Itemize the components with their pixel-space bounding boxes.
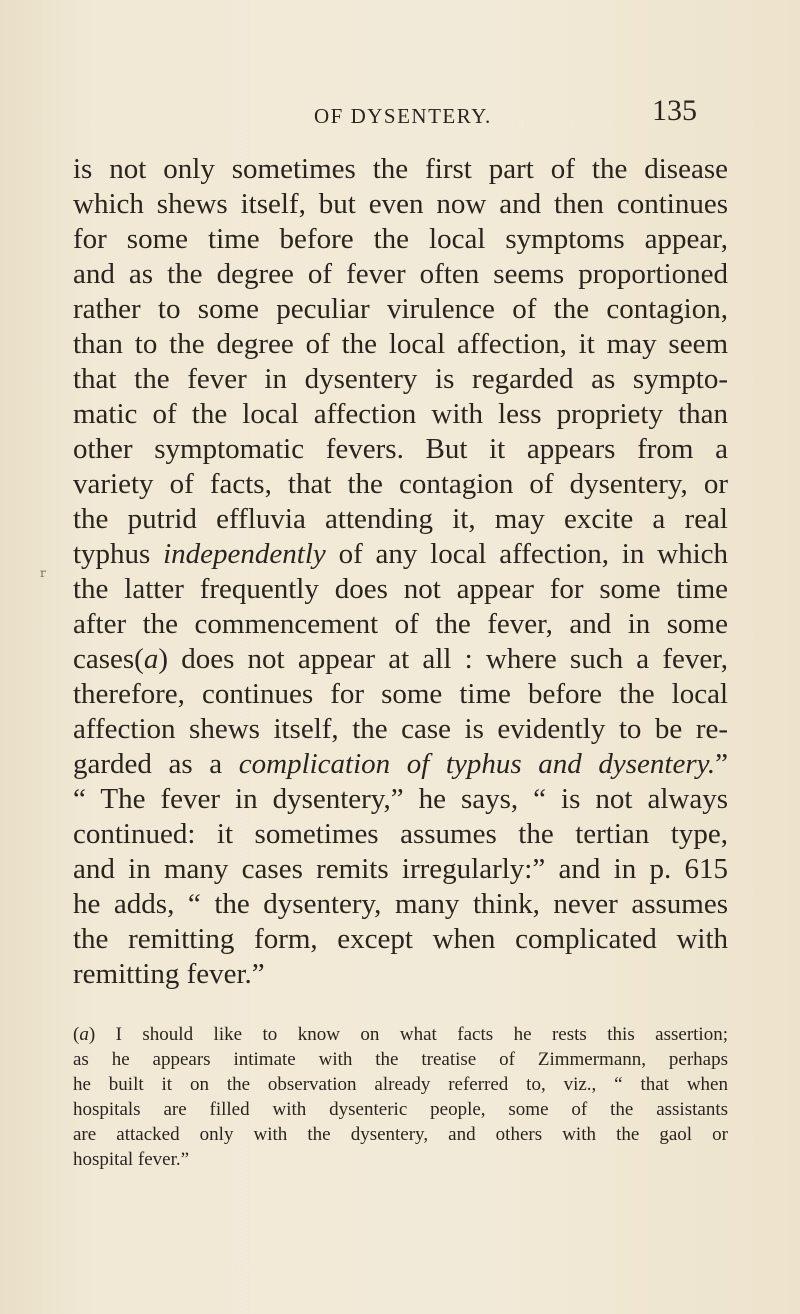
text-line: and in many cases remits irregularly:” and in p. 615 — [73, 853, 728, 885]
page-header — [0, 94, 800, 144]
text-run: garded as a — [73, 748, 239, 780]
text-line: is not only sometimes the first part of the disease — [73, 153, 728, 185]
running-head: OF DYSENTERY. — [314, 104, 492, 128]
text-line: remitting fever.” — [73, 958, 265, 990]
text-line: which shews itself, but even now and then continues — [73, 188, 728, 220]
text-line: than to the degree of the local affection, it may seem — [73, 328, 728, 360]
text-run: of any local affection, in which — [325, 538, 729, 570]
italic-text: independently — [163, 538, 326, 570]
text-line: therefore, continues for some time before the local — [73, 678, 728, 710]
text-line: and as the degree of fever often seems proportioned — [73, 258, 728, 290]
footnote-marker: a — [79, 1024, 89, 1045]
footnote-marker: a — [143, 643, 159, 675]
text-line: after the commencement of the fever, and in some — [73, 608, 728, 640]
page-number: 135 — [652, 94, 697, 127]
text-line: variety of facts, that the contagion of dysentery, or — [73, 468, 728, 500]
footnote-line: are attacked only with the dysentery, and others with the gaol or — [73, 1124, 728, 1145]
footnote-line: hospital fever.” — [73, 1149, 190, 1170]
text-line: the latter frequently does not appear for some time — [73, 573, 728, 605]
footnote-line — [73, 1022, 728, 1047]
text-line: rather to some peculiar virulence of the contagion, — [73, 293, 728, 325]
text-line: that the fever in dysentery is regarded as sympto- — [73, 363, 728, 395]
text-run: typhus — [73, 538, 164, 570]
text-run: ) I should like to know on what facts he rests this assertion; — [88, 1024, 728, 1045]
text-line — [73, 537, 728, 572]
text-line — [73, 642, 728, 677]
text-line — [73, 747, 728, 782]
footnote-line: he built it on the observation already referred to, viz., “ that when — [73, 1074, 728, 1095]
text-run: ( — [73, 1024, 80, 1045]
text-line: for some time before the local symptoms appear, — [73, 223, 728, 255]
main-paragraph — [73, 152, 728, 992]
footnote-line: hospitals are filled with dysenteric people, some of the assistants — [73, 1099, 728, 1120]
text-line: “ The fever in dysentery,” he says, “ is not always — [73, 783, 728, 815]
text-line: affection shews itself, the case is evidently to be re- — [73, 713, 728, 745]
text-line: the remitting form, except when complicated with — [73, 923, 728, 955]
text-run: ” — [715, 748, 728, 780]
italic-text: complication of typhus and dysentery. — [238, 748, 716, 780]
footnote-line: as he appears intimate with the treatise of Zimmermann, perhaps — [73, 1049, 728, 1070]
text-line: continued: it sometimes assumes the tertian type, — [73, 818, 728, 850]
text-line: he adds, “ the dysentery, many think, never assumes — [73, 888, 728, 920]
text-line: the putrid effluvia attending it, may excite a real — [73, 503, 728, 535]
text-run: ) does not appear at all : where such a fever, — [158, 643, 728, 675]
text-run: cases( — [73, 643, 144, 675]
margin-mark: r — [40, 566, 46, 580]
text-line: matic of the local affection with less propriety than — [73, 398, 728, 430]
footnote — [73, 1022, 728, 1172]
text-line: other symptomatic fevers. But it appears from a — [73, 433, 728, 465]
